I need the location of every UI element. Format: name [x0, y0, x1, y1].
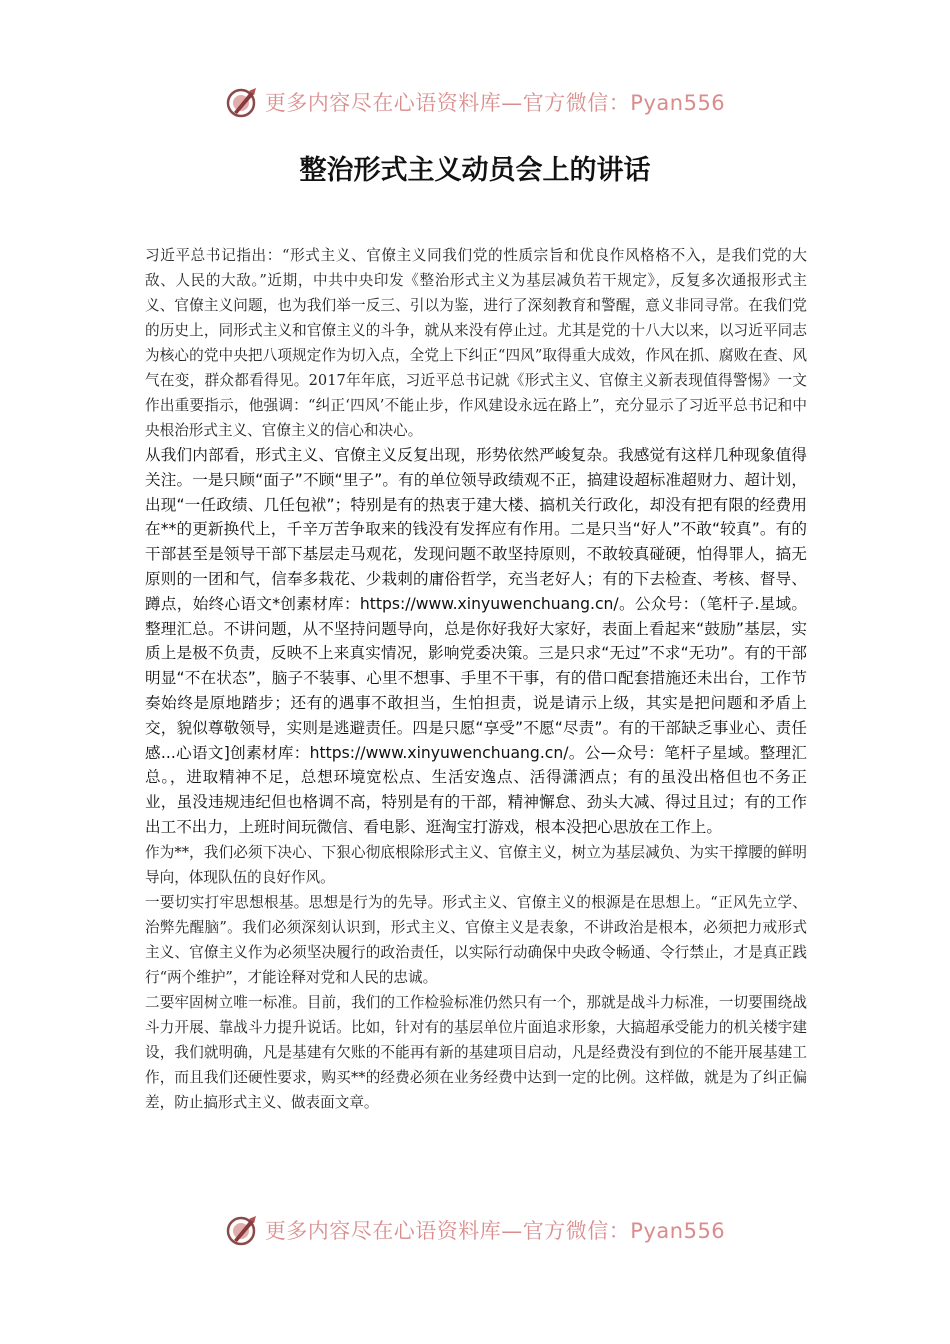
document-body — [145, 243, 807, 1115]
watermark-text: 更多内容尽在心语资料库—官方微信：Pyan556 — [264, 91, 726, 115]
watermark-text: 更多内容尽在心语资料库—官方微信：Pyan556 — [264, 1219, 726, 1243]
paragraph-point-one: 一要切实打牢思想根基。思想是行为的先导。形式主义、官僚主义的根源是在思想上。“正风先立学、治弊先醒脑”。我们必须深刻认识到，形式主义、官僚主义是表象，不讲政治是根本，必须把力戒形式主义、官僚主义作为必须坚决履行的政治责任，以实际行动确保中央政令畅通、令行禁止，才是真正践行“两个维护”，才能诠释对党和人民的忠诚。 — [145, 893, 807, 986]
paragraph-point-two: 二要牢固树立唯一标准。目前，我们的工作检验标准仍然只有一个，那就是战斗力标准，一切要围绕战斗力开展、靠战斗力提升说话。比如，针对有的基层单位片面追求形象，大搞超承受能力的机关楼宇建设，我们就明确，凡是基建有欠账的不能再有新的基建项目启动，凡是经费没有到位的不能开展基建工作，而且我们还硬性要求，购买**的经费必须在业务经费中达到一定的比例。这样做，就是为了纠正偏差，防止搞形式主义、做表面文章。 — [145, 993, 807, 1111]
header-watermark-banner — [0, 80, 950, 124]
footer-watermark-banner — [0, 1208, 950, 1252]
quill-pen-logo-icon — [225, 1213, 259, 1247]
paragraph-resolution: 作为**，我们必须下决心、下狠心彻底根除形式主义、官僚主义，树立为基层减负、为实干撑腰的鲜明导向，体现队伍的良好作风。 — [145, 843, 807, 886]
paragraph-problems: 从我们内部看，形式主义、官僚主义反复出现，形势依然严峻复杂。我感觉有这样几种现象值得关注。一是只顾“面子”不顾“里子”。有的单位领导政绩观不正，搞建设超标准超财力、超计划，出现“一任政绩、几任包袱”；特别是有的热衷于建大楼、搞机关行政化，却没有把有限的经费用在**的更新换代上，千辛万苦争取来的钱没有发挥应有作用。二是只当“好人”不敢“较真”。有的干部甚至是领导干部下基层走马观花，发现问题不敢坚持原则，不敢较真碰硬，怕得罪人，搞无原则的一团和气，信奉多栽花、少栽刺的庸俗哲学，充当老好人；有的下去检查、考核、督导、蹲点，始终心语文*创素材库：https://www.xinyuwenchuang.cn/。公众号：（笔杆子.星域。整理汇总。不讲问题，从不坚持问题导向，总是你好我好大家好，表面上看起来“鼓励”基层，实质上是极不负责，反映不上来真实情况，影响党委决策。三是只求“无过”不求“无功”。有的干部明显“不在状态”，脑子不装事、心里不想事、手里不干事，有的借口配套措施还未出台，工作节奏始终是原地踏步；还有的遇事不敢担当，生怕担责，说是请示上级，其实是把问题和矛盾上交，貌似尊敬领导，实则是逃避责任。四是只愿“享受”不愿“尽责”。有的干部缺乏事业心、责任感...心语文]创素材库：https://www.xinyuwenchuang.cn/。公—众号：笔杆子星域。整理汇总。，进取精神不足，总想环境宽松点、生活安逸点、活得潇洒点；有的虽没出格但也不务正业，虽没违规违纪但也格调不高，特别是有的干部，精神懈怠、劲头大减、得过且过；有的工作出工不出力，上班时间玩微信、看电影、逛淘宝打游戏，根本没把心思放在工作上。 — [145, 446, 807, 836]
paragraph-intro: 习近平总书记指出：“形式主义、官僚主义同我们党的性质宗旨和优良作风格格不入，是我们党的大敌、人民的大敌。”近期，中共中央印发《整治形式主义为基层减负若干规定》，反复多次通报形式主义、官僚主义问题，也为我们举一反三、引以为鉴，进行了深刻教育和警醒，意义非同寻常。在我们党的历史上，同形式主义和官僚主义的斗争，就从来没有停止过。尤其是党的十八大以来，以习近平同志为核心的党中央把八项规定作为切入点，全党上下纠正“四风”取得重大成效，作风在抓、腐败在查、风气在变，群众都看得见。2017年年底，习近平总书记就《形式主义、官僚主义新表现值得警惕》一文作出重要指示，他强调：“纠正‘四风’不能止步，作风建设永远在路上”，充分显示了习近平总书记和中央根治形式主义、官僚主义的信心和决心。 — [145, 247, 807, 439]
page-title: 整治形式主义动员会上的讲话 — [299, 155, 651, 186]
quill-pen-logo-icon — [225, 85, 259, 119]
